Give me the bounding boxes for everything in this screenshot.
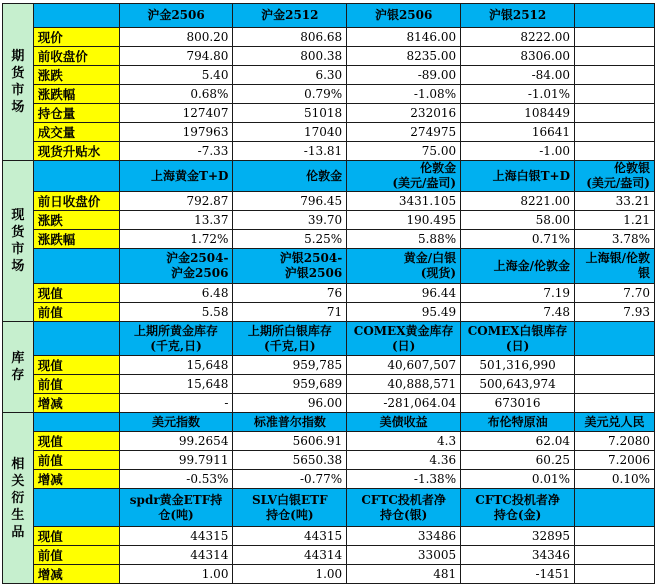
row-label: 涨跌 [33,66,119,85]
value-cell: 0.71% [461,230,575,249]
column-header [119,322,233,356]
column-header: 美债收益 [347,413,461,432]
row-label: 前值 [33,375,119,394]
column-header-line: 伦敦银 [613,161,650,175]
value-cell: 8222.00 [461,28,575,47]
column-header [575,249,655,284]
value-cell [575,356,655,375]
column-header [461,489,575,527]
value-cell: 8235.00 [347,47,461,66]
value-cell: 5606.91 [233,432,347,451]
value-cell: 232016 [347,104,461,123]
column-header-line: CFTC投机者净 [475,492,560,507]
value-cell: 5.58 [119,303,233,322]
value-cell: 190.495 [347,211,461,230]
column-header: 伦敦金 [233,161,347,192]
column-header-line: 上期所白银库存 [247,323,332,338]
value-cell: 0.79% [233,85,347,104]
value-cell: 5.88% [347,230,461,249]
value-cell: 96.00 [233,394,347,413]
row-label: 增减 [33,470,119,489]
value-cell: 44314 [119,546,233,565]
value-cell: 95.49 [347,303,461,322]
value-cell: 0.10% [575,470,655,489]
row-label: 现值 [33,284,119,303]
value-cell: 13.37 [119,211,233,230]
column-header: 布伦特原油 [461,413,575,432]
value-cell: 40,888,571 [347,375,461,394]
value-cell: 1.21 [575,211,655,230]
value-cell [575,375,655,394]
value-cell: 1.00 [119,565,233,584]
value-cell: 16641 [461,123,575,142]
corner-cell [33,413,119,432]
column-header: 沪银2512 [461,4,575,28]
value-cell: 32895 [461,527,575,546]
value-cell: 7.93 [575,303,655,322]
row-label: 涨跌 [33,211,119,230]
value-cell: -1.00 [461,142,575,161]
value-cell: 96.44 [347,284,461,303]
value-cell: 274975 [347,123,461,142]
column-header: 上海金/伦敦金 [461,249,575,284]
column-header-line: (美元/盎司) [392,176,457,190]
value-cell: 7.70 [575,284,655,303]
value-cell: -84.00 [461,66,575,85]
value-cell: 75.00 [347,142,461,161]
column-header-line: (千克,日) [264,338,316,353]
column-header [461,322,575,356]
column-header [233,249,347,284]
blank-header-cell [575,322,655,356]
value-cell: 7.2006 [575,451,655,470]
column-header [233,489,347,527]
row-label: 现值 [33,527,119,546]
value-cell: 5.40 [119,66,233,85]
value-cell: 99.7911 [119,451,233,470]
column-header [347,489,461,527]
value-cell: 5650.38 [233,451,347,470]
value-cell: 806.68 [233,28,347,47]
value-cell: 800.20 [119,28,233,47]
value-cell: 500,643,974 [461,375,575,394]
value-cell: 33005 [347,546,461,565]
column-header: 标准普尔指数 [233,413,347,432]
value-cell: -1451 [461,565,575,584]
value-cell: 4.36 [347,451,461,470]
column-header: 沪金2512 [233,4,347,28]
section-label-text: 库存 [11,351,25,383]
corner-cell [33,322,119,356]
empty-cell [575,142,655,161]
column-header: 美元指数 [119,413,233,432]
value-cell: 34346 [461,546,575,565]
empty-cell [575,527,655,546]
value-cell: 7.2080 [575,432,655,451]
row-label: 现货升贴水 [33,142,119,161]
value-cell: -0.77% [233,470,347,489]
value-cell: 8306.00 [461,47,575,66]
column-header-line: COMEX黄金库存 [353,323,454,338]
column-header-line: 沪金2504- [166,251,229,265]
value-cell: 800.38 [233,47,347,66]
value-cell: 51018 [233,104,347,123]
value-cell: 7.48 [461,303,575,322]
section-label-futures [3,4,34,161]
column-header-line: 上海银/伦敦 [585,251,650,265]
value-cell: -1.38% [347,470,461,489]
corner-cell [33,4,119,28]
column-header: 沪金2506 [119,4,233,28]
corner-cell [33,249,119,284]
column-header-line: 沪金2506 [171,266,229,280]
value-cell: 7.19 [461,284,575,303]
row-label: 持仓量 [33,104,119,123]
value-cell: 5.25% [233,230,347,249]
column-header [233,322,347,356]
empty-cell [575,123,655,142]
value-cell: 4.3 [347,432,461,451]
value-cell: 127407 [119,104,233,123]
row-label: 增减 [33,565,119,584]
value-cell: 40,607,507 [347,356,461,375]
row-label: 增减 [33,394,119,413]
value-cell: 39.70 [233,211,347,230]
value-cell: 76 [233,284,347,303]
column-header-line: 伦敦金 [420,161,457,175]
column-header-line: COMEX白银库存 [467,323,568,338]
empty-cell [575,66,655,85]
section-label-spot [3,161,34,322]
corner-cell [33,489,119,527]
row-label: 现值 [33,356,119,375]
column-header-line: 黄金/白银 [403,251,457,265]
value-cell: 6.30 [233,66,347,85]
value-cell: 8221.00 [461,192,575,211]
value-cell: 1.00 [233,565,347,584]
column-header [347,322,461,356]
value-cell: 108449 [461,104,575,123]
value-cell: 33486 [347,527,461,546]
row-label: 前值 [33,451,119,470]
value-cell: -0.53% [119,470,233,489]
column-header-line: 上期所黄金库存 [134,323,219,338]
column-header-line: 持仓(银) [379,507,428,522]
row-label: 前收盘价 [33,47,119,66]
column-header: 沪银2506 [347,4,461,28]
value-cell: -13.81 [233,142,347,161]
value-cell: 60.25 [461,451,575,470]
column-header-line: (日) [505,338,530,353]
value-cell: 44314 [233,546,347,565]
blank-header-cell [575,489,655,527]
column-header-line: 持仓(金) [493,507,542,522]
section-label-inventory [3,322,34,413]
value-cell: 3431.105 [347,192,461,211]
value-cell: - [119,394,233,413]
empty-cell [575,546,655,565]
value-cell: -1.01% [461,85,575,104]
column-header-line: (美元/盎司) [586,176,650,190]
section-label-text: 期货市场 [11,49,25,115]
value-cell: 15,648 [119,375,233,394]
value-cell: 8146.00 [347,28,461,47]
value-cell: 1.72% [119,230,233,249]
value-cell: 959,689 [233,375,347,394]
column-header-line: spdr黄金ETF持 [129,492,223,507]
value-cell: 62.04 [461,432,575,451]
column-header-line: 持仓(吨) [266,507,314,522]
value-cell: 99.2654 [119,432,233,451]
value-cell: 44315 [233,527,347,546]
column-header-line: 银 [637,266,650,280]
row-label: 成交量 [33,123,119,142]
value-cell: 794.80 [119,47,233,66]
value-cell: 959,785 [233,356,347,375]
row-label: 前值 [33,303,119,322]
empty-cell [575,104,655,123]
value-cell: 58.00 [461,211,575,230]
column-header [119,249,233,284]
section-label-derivatives [3,413,34,584]
column-header-line: CFTC投机者净 [361,492,446,507]
value-cell: 17040 [233,123,347,142]
value-cell: 673016 [461,394,575,413]
section-label-text: 相关衍生品 [11,456,25,540]
empty-cell [575,47,655,66]
empty-cell [575,28,655,47]
row-label: 前值 [33,546,119,565]
column-header-line: (日) [391,338,416,353]
value-cell: 33.21 [575,192,655,211]
column-header-line: (千克,日) [150,338,202,353]
row-label: 现值 [33,432,119,451]
value-cell: 501,316,990 [461,356,575,375]
value-cell: 71 [233,303,347,322]
row-label: 涨跌幅 [33,85,119,104]
column-header [347,249,461,284]
value-cell: -7.33 [119,142,233,161]
column-header-line: 仓(吨) [158,507,194,522]
value-cell: -281,064.04 [347,394,461,413]
empty-cell [575,85,655,104]
value-cell: 15,648 [119,356,233,375]
value-cell: -89.00 [347,66,461,85]
column-header: 上海黄金T+D [119,161,233,192]
column-header-line: 沪银2506 [284,266,343,280]
value-cell [575,394,655,413]
value-cell: -1.08% [347,85,461,104]
corner-cell [33,161,119,192]
section-label-text: 现货市场 [11,208,25,274]
blank-header-cell [575,4,655,28]
column-header [575,161,655,192]
column-header [347,161,461,192]
column-header: 上海白银T+D [461,161,575,192]
market-data-table [2,3,655,584]
value-cell: 6.48 [119,284,233,303]
value-cell: 792.87 [119,192,233,211]
value-cell: 3.78% [575,230,655,249]
row-label: 前日收盘价 [33,192,119,211]
column-header [119,489,233,527]
row-label: 现价 [33,28,119,47]
value-cell: 796.45 [233,192,347,211]
column-header-line: 沪银2504- [279,251,343,265]
row-label: 涨跌幅 [33,230,119,249]
value-cell: 0.01% [461,470,575,489]
value-cell: 44315 [119,527,233,546]
column-header: 美元兑人民 [575,413,655,432]
value-cell: 197963 [119,123,233,142]
value-cell: 481 [347,565,461,584]
column-header-line: SLV白银ETF [252,492,328,507]
empty-cell [575,565,655,584]
column-header-line: (现货) [420,266,457,280]
value-cell: 0.68% [119,85,233,104]
